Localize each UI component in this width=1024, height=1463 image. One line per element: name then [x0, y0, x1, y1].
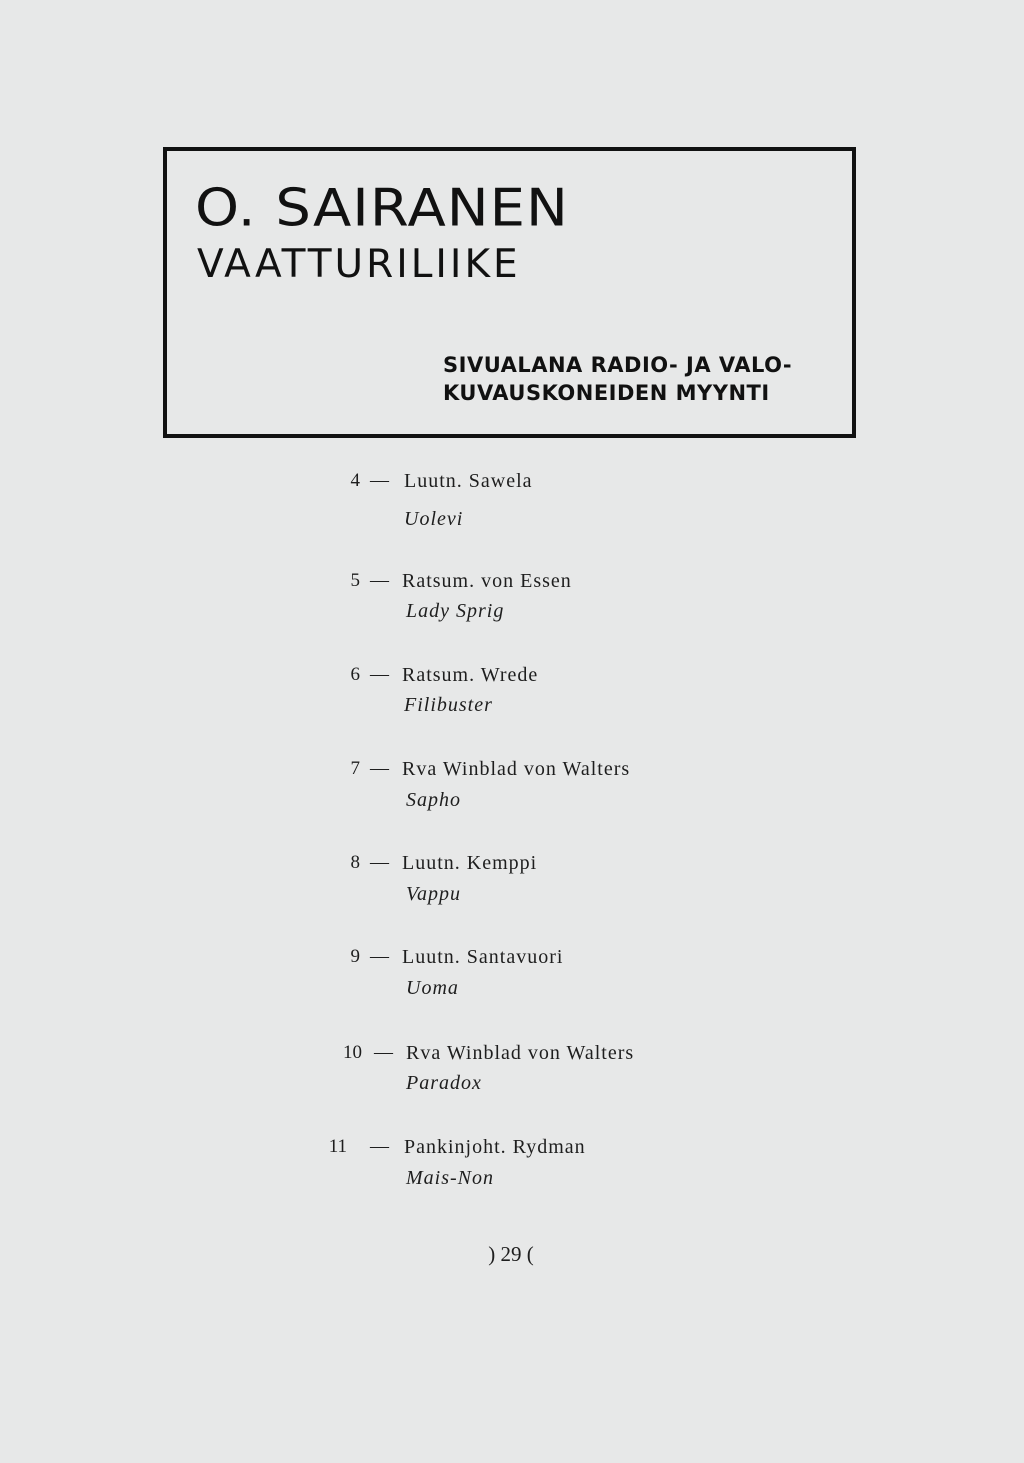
entry-horse: Uolevi [404, 508, 464, 530]
sideline-line-1: SIVUALANA RADIO- JA VALO- [443, 353, 793, 377]
entry-dash: — [370, 664, 389, 685]
entry-owner: Luutn. Kemppi [402, 852, 538, 874]
entry-horse: Vappu [406, 883, 461, 905]
entry-owner: Rva Winblad von Walters [402, 758, 631, 780]
entry-dash: — [370, 470, 389, 491]
entry-owner: Luutn. Santavuori [402, 946, 564, 968]
entry-horse: Uoma [406, 977, 459, 999]
entry-owner: Luutn. Sawela [404, 470, 533, 492]
entry-number: 9 [350, 946, 360, 967]
entry-owner: Rva Winblad von Walters [406, 1042, 635, 1064]
entry-number: 4 [350, 470, 360, 491]
entry-horse: Sapho [406, 789, 461, 811]
entry-horse: Filibuster [404, 694, 493, 716]
entry-owner: Ratsum. Wrede [402, 664, 539, 686]
advertiser-trade: VAATTURILIIKE [197, 242, 521, 287]
entry-horse: Mais-Non [406, 1167, 494, 1189]
entry-dash: — [370, 852, 389, 873]
entry-number: 5 [350, 570, 360, 591]
entry-number: 10 [343, 1042, 362, 1063]
sideline-line-2: KUVAUSKONEIDEN MYYNTI [443, 381, 770, 405]
advertiser-sideline [443, 351, 792, 407]
page-number: ) 29 ( [488, 1242, 534, 1266]
entry-dash: — [370, 1136, 389, 1157]
entry-owner: Ratsum. von Essen [402, 570, 572, 592]
entry-number: 7 [350, 758, 360, 779]
advertiser-name: O. SAIRANEN [195, 178, 569, 239]
entry-number: 11 [328, 1136, 347, 1157]
entry-dash: — [374, 1042, 393, 1063]
entry-number: 8 [350, 852, 360, 873]
entry-dash: — [370, 570, 389, 591]
entry-horse: Lady Sprig [406, 600, 505, 622]
entry-dash: — [370, 758, 389, 779]
entry-number: 6 [350, 664, 360, 685]
entry-owner: Pankinjoht. Rydman [404, 1136, 586, 1158]
entry-horse: Paradox [406, 1072, 482, 1094]
entry-dash: — [370, 946, 389, 967]
advertisement-box [163, 147, 856, 438]
